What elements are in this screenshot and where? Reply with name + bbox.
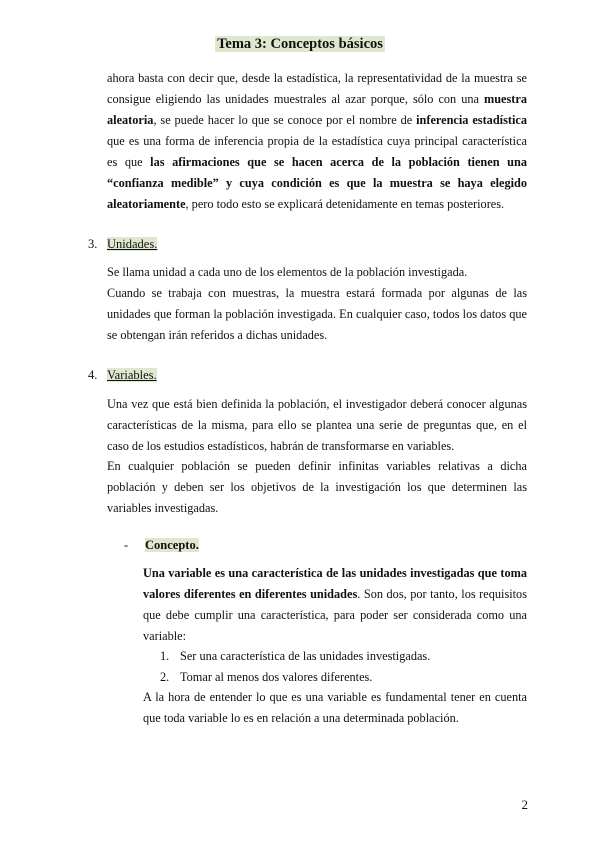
section-4-paragraph-1: Una vez que está bien definida la población, el investigador deberá conocer algunas características de la misma, para ello se plantea una serie de preguntas que, en el caso de los estudios estadísticos, habrán de transformarse en variables. <box>107 397 527 453</box>
section-3-heading: 3. Unidades. <box>88 237 158 251</box>
list-item: 2. Tomar al menos dos valores diferentes. <box>160 670 373 684</box>
list-item: 1. Ser una característica de las unidades investigadas. <box>160 649 431 663</box>
page-number: 2 <box>521 797 528 812</box>
concept-heading: - Concepto. <box>124 538 199 552</box>
section-3-paragraph-1: Se llama unidad a cada uno de los elementos de la población investigada. <box>107 265 468 279</box>
section-4-paragraph-2: En cualquier población se pueden definir infinitas variables relativas a dicha población y deben ser los objetivos de la investigación los que determinen las variables investigadas. <box>107 459 527 515</box>
concept-paragraph: Una variable es una característica de las unidades investigadas que toma valores diferentes en diferentes unidades. Son dos, por tanto, los requisitos que debe cumplir una característica, para poder ser considerada como una variable: <box>143 566 527 643</box>
page-title: Tema 3: Conceptos básicos <box>217 36 383 52</box>
intro-paragraph: ahora basta con decir que, desde la estadística, la representatividad de la muestra se consigue eligiendo las unidades muestrales al azar porque, sólo con una muestra aleatoria, se puede hacer lo que se conoce por el nombre de inferencia estadística que es una forma de inferencia propia de la estadística cuya principal característica es que las afirmaciones que se hacen acerca de la población tienen una “confianza medible” y cuya condición es que la muestra se haya elegido aleatoriamente, pero todo esto se explicará detenidamente en temas posteriores. <box>107 71 527 211</box>
concept-closing-paragraph: A la hora de entender lo que es una variable es fundamental tener en cuenta que toda variable lo es en relación a una determinada población. <box>143 690 527 725</box>
section-3-paragraph-2: Cuando se trabaja con muestras, la muestra estará formada por algunas de las unidades que forman la población investigada. En cualquier caso, todos los datos que se obtengan irán referidos a dichas unidades. <box>107 286 527 342</box>
section-4-heading: 4. Variables. <box>88 368 157 382</box>
